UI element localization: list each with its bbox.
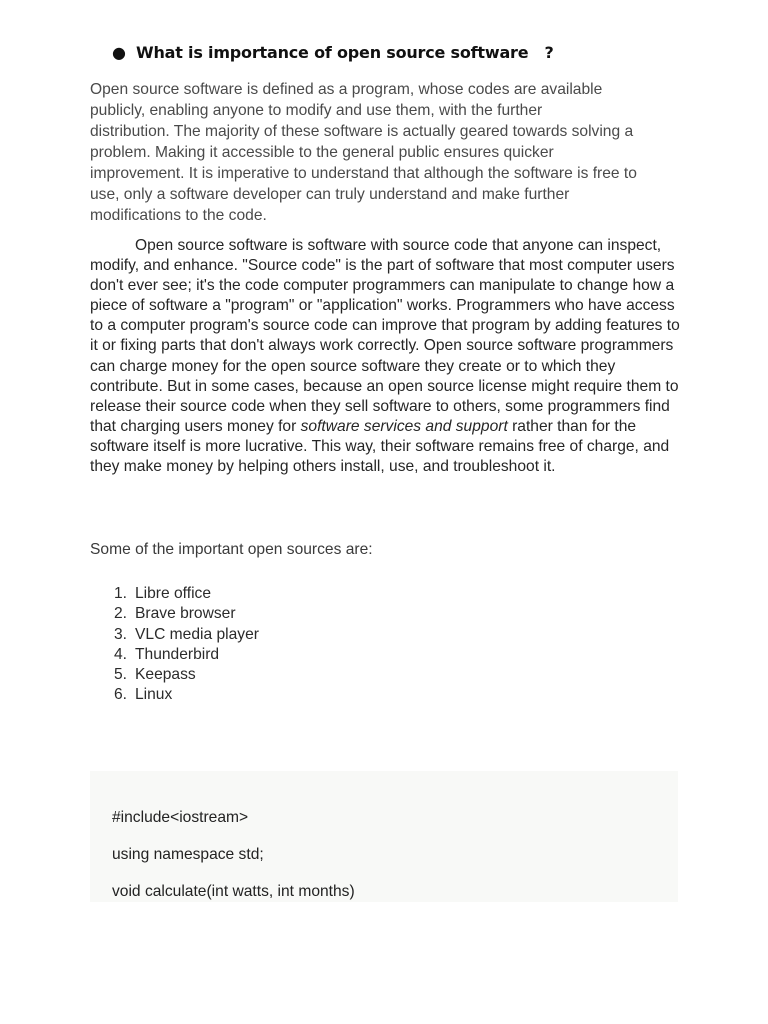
list-item: [114, 584, 259, 604]
intro-line: use, only a software developer can truly understand and make further: [90, 186, 570, 203]
intro-line: Open source software is defined as a program, whose codes are available: [90, 81, 603, 98]
list-item: [114, 625, 259, 645]
list-item: [114, 685, 259, 705]
body-text-end: rather than for the software itself is more lucrative. This way, their software remains free of charge, and they make money by helping others install, use, and troubleshoot it.: [90, 417, 670, 476]
intro-line: problem. Making it accessible to the general public ensures quicker: [90, 144, 554, 161]
list-item-label: Brave browser: [135, 605, 236, 623]
heading-text: What is importance of open source software ?: [136, 43, 554, 62]
code-line: using namespace std;: [112, 846, 264, 863]
list-item-label: Linux: [135, 686, 173, 704]
list-item-label: Thunderbird: [135, 645, 220, 663]
section-heading: [112, 43, 554, 62]
intro-line: modifications to the code.: [90, 207, 267, 224]
list-number: 2.: [114, 605, 128, 623]
code-line: #include<iostream>: [112, 809, 249, 826]
open-source-list: [114, 584, 259, 706]
list-item: [114, 604, 259, 624]
code-line: void calculate(int watts, int months): [112, 883, 355, 900]
intro-line: improvement. It is imperative to understand that although the software is free to: [90, 165, 637, 182]
intro-line: distribution. The majority of these software is actually geared towards solving a: [90, 123, 634, 140]
list-number: 4.: [114, 645, 128, 663]
list-item-label: VLC media player: [135, 625, 259, 643]
bullet-icon: ●: [112, 43, 126, 62]
body-italic-text: software services and support: [300, 417, 508, 435]
body-text: Open source software is software with source code that anyone can inspect, modify, and enhance. "Source code" is the part of software that most computer users don't ever see; it's the code computer programmers can manipulate to change how a piece of software a "program" or "application" works. Programmers who have access to a computer program's source code can improve that program by adding features to it or fixing parts that don't always work correctly. Open source software programmers can charge money for the open source software they create or to which they contribute. But in some cases, because an open source license might require them to release their source code when they sell software to others, some programmers find that charging users money for: [90, 237, 680, 435]
body-paragraph: [90, 236, 680, 477]
list-number: 5.: [114, 666, 128, 684]
list-number: 6.: [114, 686, 128, 704]
list-item: [114, 645, 259, 665]
intro-paragraph: [90, 79, 675, 226]
list-number: 3.: [114, 625, 128, 643]
list-number: 1.: [114, 585, 128, 602]
list-item: [114, 665, 259, 685]
list-item-label: Keepass: [135, 666, 196, 684]
list-lead-text: Some of the important open sources are:: [90, 541, 373, 558]
intro-line: publicly, enabling anyone to modify and use them, with the further: [90, 102, 543, 119]
list-item-label: Libre office: [135, 585, 211, 602]
